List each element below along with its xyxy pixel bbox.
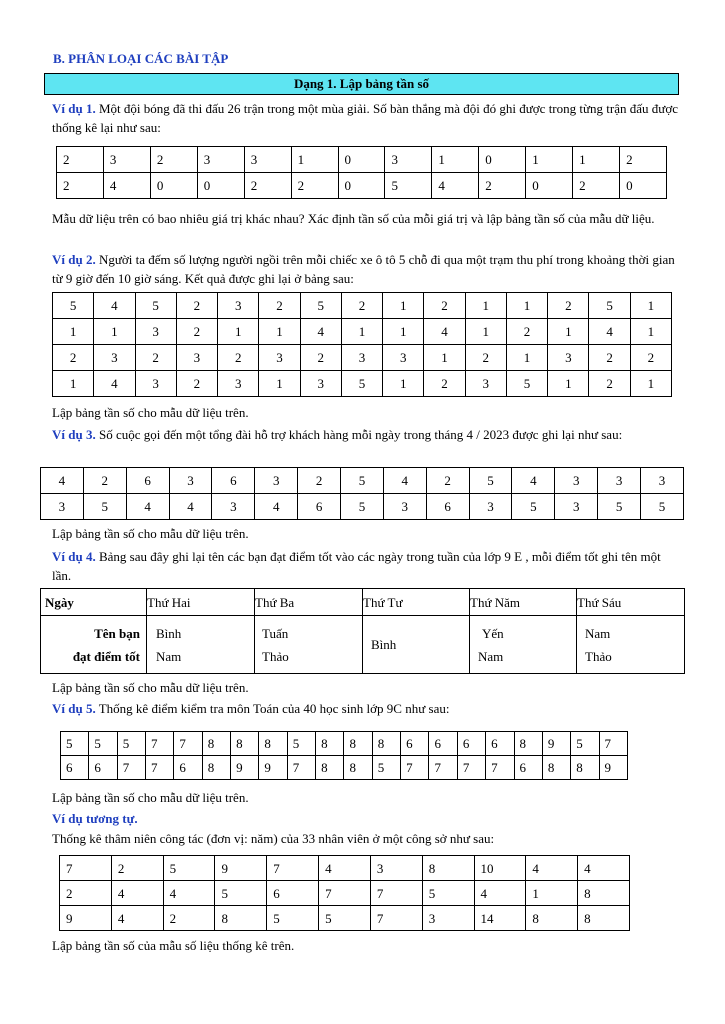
ex2-cell: 1	[341, 319, 382, 345]
ex2-cell: 4	[94, 293, 135, 319]
ex2-row	[53, 345, 672, 371]
ex3-cell: 6	[298, 494, 341, 520]
ex2-cell: 2	[300, 345, 341, 371]
ex6-cell: 9	[60, 906, 112, 931]
ex4-mon-name-1: Bình	[156, 625, 182, 641]
ex6-cell: 3	[422, 906, 474, 931]
ex2-cell: 4	[589, 319, 630, 345]
ex3-cell: 5	[598, 494, 641, 520]
ex1-cell: 0	[526, 173, 573, 199]
ex2-cell: 2	[259, 293, 300, 319]
ex2-cell: 3	[135, 371, 176, 397]
ex3-cell: 3	[212, 494, 255, 520]
ex6-cell: 2	[163, 906, 215, 931]
ex1-cell: 3	[197, 147, 244, 173]
ex2-cell: 1	[94, 319, 135, 345]
ex1-cell: 2	[479, 173, 526, 199]
ex2-cell: 2	[424, 371, 465, 397]
ex5-cell: 6	[401, 732, 429, 756]
ex5-cell: 6	[429, 732, 457, 756]
ex5-cell: 9	[599, 756, 627, 780]
ex6-row	[60, 856, 630, 881]
ex6-table-body	[60, 856, 630, 931]
ex5-cell: 7	[174, 732, 202, 756]
ex4-header-thu: Thứ Năm	[470, 589, 577, 616]
ex1-label: Ví dụ 1.	[52, 101, 96, 116]
ex3-row	[41, 494, 684, 520]
ex3-cell: 4	[169, 494, 212, 520]
ex2-question: Lập bảng tần số cho mẫu dữ liệu trên.	[52, 405, 249, 420]
ex2-table-body	[53, 293, 672, 397]
ex5-cell: 8	[344, 756, 372, 780]
ex2-cell: 1	[506, 345, 547, 371]
ex5-table-body	[61, 732, 628, 780]
ex5-cell: 8	[231, 732, 259, 756]
ex5-cell: 8	[202, 732, 230, 756]
ex5-cell: 6	[61, 756, 89, 780]
ex5-cell: 6	[89, 756, 117, 780]
ex2-cell: 3	[341, 345, 382, 371]
ex2-cell: 1	[548, 371, 589, 397]
ex1-table-body	[57, 147, 667, 199]
ex3-label: Ví dụ 3.	[52, 427, 96, 442]
ex4-header-row	[41, 589, 685, 616]
ex6-cell: 7	[370, 881, 422, 906]
ex2-cell: 4	[300, 319, 341, 345]
ex4-header-day: Ngày	[41, 589, 147, 616]
ex3-paragraph	[52, 425, 678, 444]
ex6-cell: 7	[319, 881, 371, 906]
ex2-cell: 5	[300, 293, 341, 319]
ex5-cell: 5	[117, 732, 145, 756]
ex2-cell: 1	[259, 371, 300, 397]
ex5-cell: 5	[372, 756, 400, 780]
ex1-question: Mẫu dữ liệu trên có bao nhiêu giá trị khác nhau? Xác định tần số của mỗi giá trị và lập bảng tần số của mẫu dữ liệu.	[52, 211, 655, 226]
ex2-cell: 3	[465, 371, 506, 397]
ex4-tue-names	[255, 616, 363, 674]
ex4-text: Bảng sau đây ghi lại tên các bạn đạt điểm tốt vào các ngày trong tuần của lớp 9 E , mỗi điểm tốt ghi tên một lần.	[52, 549, 661, 583]
ex4-fri-name-1: Nam	[585, 625, 611, 641]
ex5-table	[60, 731, 628, 780]
ex2-cell: 1	[383, 293, 424, 319]
ex3-text: Số cuộc gọi đến một tổng đài hỗ trợ khách hàng mỗi ngày trong tháng 4 / 2023 được ghi lại như sau:	[95, 427, 623, 442]
ex1-cell: 4	[432, 173, 479, 199]
ex1-cell: 3	[103, 147, 150, 173]
ex4-names-row	[41, 616, 685, 674]
ex2-cell: 3	[176, 345, 217, 371]
topic-banner: Dạng 1. Lập bảng tần số	[44, 73, 679, 95]
ex6-table	[59, 855, 630, 931]
ex1-cell: 1	[526, 147, 573, 173]
ex6-cell: 4	[319, 856, 371, 881]
ex5-label: Ví dụ 5.	[52, 701, 96, 716]
ex2-cell: 2	[630, 345, 671, 371]
ex1-cell: 2	[244, 173, 291, 199]
ex5-cell: 7	[401, 756, 429, 780]
ex2-cell: 1	[383, 371, 424, 397]
ex6-cell: 7	[370, 906, 422, 931]
ex6-cell: 5	[319, 906, 371, 931]
ex1-cell: 2	[57, 173, 104, 199]
ex1-cell: 1	[573, 147, 620, 173]
ex1-cell: 3	[385, 147, 432, 173]
ex2-row	[53, 371, 672, 397]
ex5-cell: 6	[514, 756, 542, 780]
ex4-header-mon: Thứ Hai	[147, 589, 255, 616]
ex6-cell: 4	[111, 881, 163, 906]
ex3-cell: 3	[598, 468, 641, 494]
ex1-cell: 2	[291, 173, 338, 199]
ex4-mon-name-2: Nam	[156, 648, 182, 664]
ex2-cell: 2	[341, 293, 382, 319]
ex1-cell: 0	[197, 173, 244, 199]
ex1-cell: 0	[338, 173, 385, 199]
ex5-cell: 6	[174, 756, 202, 780]
ex3-cell: 4	[41, 468, 84, 494]
ex1-cell: 1	[432, 147, 479, 173]
ex3-cell: 3	[383, 494, 426, 520]
ex3-cell: 2	[426, 468, 469, 494]
ex2-text: Người ta đếm số lượng người ngồi trên mỗi chiếc xe ô tô 5 chỗ đi qua một trạm thu phí trong khoảng thời gian từ 9 giờ đến 10 giờ sáng. Kết quả được ghi lại ở bảng sau:	[52, 252, 675, 286]
ex2-cell: 3	[548, 345, 589, 371]
ex2-cell: 5	[506, 371, 547, 397]
ex2-cell: 2	[506, 319, 547, 345]
ex3-row	[41, 468, 684, 494]
ex3-cell: 4	[255, 494, 298, 520]
ex3-cell: 2	[83, 468, 126, 494]
ex2-table	[52, 292, 672, 397]
ex3-cell: 3	[641, 468, 684, 494]
ex1-cell: 2	[57, 147, 104, 173]
ex4-tue-name-2: Thảo	[262, 648, 289, 664]
ex2-cell: 1	[424, 345, 465, 371]
ex3-cell: 5	[512, 494, 555, 520]
ex6-cell: 2	[111, 856, 163, 881]
ex5-cell: 6	[457, 732, 485, 756]
ex6-cell: 8	[215, 906, 267, 931]
ex6-cell: 4	[578, 856, 630, 881]
ex3-cell: 4	[383, 468, 426, 494]
ex5-cell: 8	[259, 732, 287, 756]
ex5-cell: 8	[316, 756, 344, 780]
ex2-cell: 1	[630, 319, 671, 345]
ex5-cell: 7	[457, 756, 485, 780]
ex3-question: Lập bảng tần số cho mẫu dữ liệu trên.	[52, 526, 249, 541]
ex4-tue-name-1: Tuấn	[262, 625, 289, 641]
ex1-paragraph	[52, 99, 678, 137]
ex6-cell: 4	[163, 881, 215, 906]
ex2-cell: 1	[53, 371, 94, 397]
ex5-cell: 5	[89, 732, 117, 756]
ex2-cell: 1	[259, 319, 300, 345]
ex5-cell: 7	[146, 756, 174, 780]
ex5-paragraph	[52, 699, 678, 718]
ex4-row-label-line2: đạt điểm tốt	[72, 648, 140, 664]
ex6-cell: 8	[422, 856, 474, 881]
ex5-cell: 8	[344, 732, 372, 756]
ex6-row	[60, 881, 630, 906]
ex3-cell: 3	[169, 468, 212, 494]
ex1-cell: 2	[150, 147, 197, 173]
ex2-cell: 4	[424, 319, 465, 345]
ex5-cell: 8	[372, 732, 400, 756]
ex4-fri-name-2: Thảo	[585, 648, 612, 664]
ex4-paragraph	[52, 547, 678, 585]
ex3-cell: 6	[212, 468, 255, 494]
ex2-row	[53, 319, 672, 345]
ex3-cell: 3	[255, 468, 298, 494]
ex5-cell: 5	[61, 732, 89, 756]
ex4-header-tue: Thứ Ba	[255, 589, 363, 616]
ex2-cell: 2	[424, 293, 465, 319]
ex6-cell: 8	[578, 881, 630, 906]
ex2-cell: 2	[135, 345, 176, 371]
ex2-cell: 1	[506, 293, 547, 319]
ex4-table	[40, 588, 685, 674]
ex5-cell: 8	[542, 756, 570, 780]
ex3-table	[40, 467, 684, 520]
ex2-cell: 1	[53, 319, 94, 345]
ex1-cell: 3	[244, 147, 291, 173]
ex6-cell: 5	[422, 881, 474, 906]
ex3-cell: 6	[126, 468, 169, 494]
ex2-cell: 3	[300, 371, 341, 397]
ex5-row	[61, 756, 628, 780]
ex4-thu-name-2: Nam	[478, 648, 504, 664]
ex6-cell: 5	[267, 906, 319, 931]
ex6-question: Lập bảng tần số của mẫu số liệu thống kê trên.	[52, 938, 295, 953]
ex4-row-label	[41, 616, 147, 674]
ex1-cell: 0	[338, 147, 385, 173]
ex6-cell: 6	[267, 881, 319, 906]
ex6-cell: 2	[60, 881, 112, 906]
section-title: B. PHÂN LOẠI CÁC BÀI TẬP	[53, 51, 229, 66]
ex2-cell: 2	[176, 293, 217, 319]
ex2-cell: 4	[94, 371, 135, 397]
ex6-cell: 8	[578, 906, 630, 931]
ex6-cell: 9	[215, 856, 267, 881]
ex6-cell: 3	[370, 856, 422, 881]
ex3-cell: 6	[426, 494, 469, 520]
ex3-table-body	[41, 468, 684, 520]
ex5-cell: 6	[486, 732, 514, 756]
ex2-cell: 2	[176, 371, 217, 397]
ex4-wed-name-1: Bình	[371, 637, 397, 652]
ex6-cell: 1	[526, 881, 578, 906]
ex2-cell: 1	[465, 319, 506, 345]
ex5-cell: 5	[287, 732, 315, 756]
ex5-cell: 8	[514, 732, 542, 756]
ex2-cell: 1	[548, 319, 589, 345]
ex3-cell: 5	[83, 494, 126, 520]
ex5-cell: 5	[571, 732, 599, 756]
ex5-cell: 7	[287, 756, 315, 780]
ex1-cell: 4	[103, 173, 150, 199]
ex6-cell: 4	[526, 856, 578, 881]
ex2-cell: 1	[630, 371, 671, 397]
ex2-paragraph	[52, 250, 678, 288]
ex6-cell: 5	[215, 881, 267, 906]
ex4-thu-name-1: Yến	[482, 625, 504, 641]
ex2-cell: 2	[176, 319, 217, 345]
ex1-row	[57, 173, 667, 199]
ex1-cell: 2	[573, 173, 620, 199]
ex5-row	[61, 732, 628, 756]
ex3-cell: 5	[469, 468, 512, 494]
ex2-cell: 5	[135, 293, 176, 319]
ex4-wed-names	[363, 616, 470, 674]
ex6-cell: 4	[474, 881, 526, 906]
ex2-cell: 2	[218, 345, 259, 371]
ex2-cell: 2	[53, 345, 94, 371]
ex6-cell: 10	[474, 856, 526, 881]
ex1-table	[56, 146, 667, 199]
ex2-label: Ví dụ 2.	[52, 252, 96, 267]
ex2-cell: 1	[383, 319, 424, 345]
ex2-cell: 1	[630, 293, 671, 319]
ex4-thu-names	[470, 616, 577, 674]
ex3-cell: 3	[555, 494, 598, 520]
ex1-text: Một đội bóng đã thi đấu 26 trận trong một mùa giải. Số bàn thắng mà đội đó ghi được trong từng trận đấu được thống kê lại như sau:	[52, 101, 678, 135]
ex4-fri-names	[577, 616, 685, 674]
ex1-cell: 1	[291, 147, 338, 173]
ex6-cell: 5	[163, 856, 215, 881]
ex4-row-label-line1: Tên bạn	[94, 625, 140, 641]
ex1-row	[57, 147, 667, 173]
ex2-cell: 2	[465, 345, 506, 371]
ex3-cell: 4	[512, 468, 555, 494]
ex6-text: Thống kê thâm niên công tác (đơn vị: năm) của 33 nhân viên ở một công sở như sau:	[52, 831, 495, 846]
ex5-cell: 9	[259, 756, 287, 780]
ex5-cell: 7	[429, 756, 457, 780]
ex5-cell: 8	[316, 732, 344, 756]
ex2-cell: 3	[135, 319, 176, 345]
ex6-cell: 4	[111, 906, 163, 931]
ex5-cell: 7	[599, 732, 627, 756]
ex3-cell: 3	[469, 494, 512, 520]
ex2-cell: 2	[589, 371, 630, 397]
ex5-question: Lập bảng tần số cho mẫu dữ liệu trên.	[52, 790, 249, 805]
ex3-cell: 2	[298, 468, 341, 494]
ex2-cell: 2	[548, 293, 589, 319]
ex2-row	[53, 293, 672, 319]
ex6-row	[60, 906, 630, 931]
ex4-header-wed: Thứ Tư	[363, 589, 470, 616]
ex5-cell: 7	[117, 756, 145, 780]
ex5-cell: 7	[486, 756, 514, 780]
ex5-cell: 9	[542, 732, 570, 756]
ex4-question: Lập bảng tần số cho mẫu dữ liệu trên.	[52, 680, 249, 695]
ex2-cell: 3	[218, 293, 259, 319]
ex6-label: Ví dụ tương tự.	[52, 811, 138, 826]
ex5-cell: 8	[571, 756, 599, 780]
ex2-cell: 3	[218, 371, 259, 397]
ex5-cell: 7	[146, 732, 174, 756]
ex3-cell: 3	[555, 468, 598, 494]
ex2-cell: 3	[94, 345, 135, 371]
ex1-cell: 5	[385, 173, 432, 199]
ex2-cell: 1	[218, 319, 259, 345]
ex6-cell: 8	[526, 906, 578, 931]
ex3-cell: 5	[341, 468, 384, 494]
ex2-cell: 2	[589, 345, 630, 371]
ex1-cell: 0	[620, 173, 667, 199]
ex2-cell: 3	[259, 345, 300, 371]
ex4-mon-names	[147, 616, 255, 674]
ex3-cell: 5	[641, 494, 684, 520]
ex5-cell: 8	[202, 756, 230, 780]
ex4-header-fri: Thứ Sáu	[577, 589, 685, 616]
ex2-cell: 5	[341, 371, 382, 397]
ex6-label-line	[52, 809, 678, 828]
ex5-cell: 9	[231, 756, 259, 780]
ex6-cell: 7	[60, 856, 112, 881]
ex5-text: Thống kê điểm kiểm tra môn Toán của 40 học sinh lớp 9C như sau:	[95, 701, 450, 716]
ex6-cell: 14	[474, 906, 526, 931]
ex2-cell: 1	[465, 293, 506, 319]
ex1-cell: 2	[620, 147, 667, 173]
ex3-cell: 4	[126, 494, 169, 520]
ex2-cell: 5	[589, 293, 630, 319]
ex3-cell: 3	[41, 494, 84, 520]
ex2-cell: 5	[53, 293, 94, 319]
ex3-cell: 5	[341, 494, 384, 520]
ex6-cell: 7	[267, 856, 319, 881]
ex1-cell: 0	[150, 173, 197, 199]
ex4-label: Ví dụ 4.	[52, 549, 96, 564]
ex1-cell: 0	[479, 147, 526, 173]
ex2-cell: 3	[383, 345, 424, 371]
